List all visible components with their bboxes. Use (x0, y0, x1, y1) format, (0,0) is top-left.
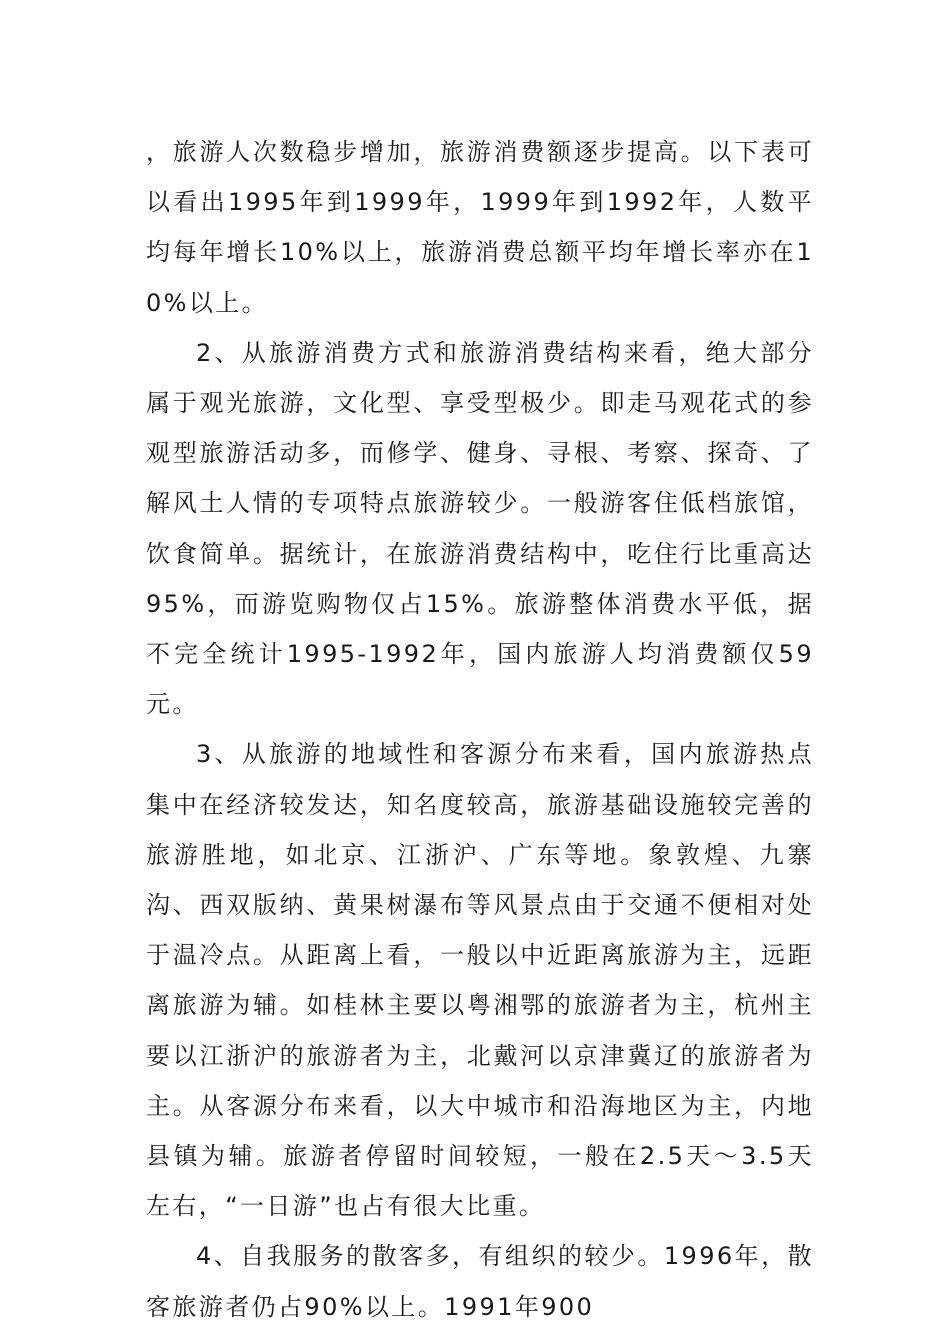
document-body (146, 127, 814, 1332)
paragraph-1: ，旅游人次数稳步增加，旅游消费额逐步提高。以下表可以看出1995年到1999年，1999年到1992年，人数平均每年增长10%以上，旅游消费总额平均年增长率亦在10%以上。 (146, 138, 814, 317)
paragraph-2: 2、从旅游消费方式和旅游消费结构来看，绝大部分属于观光旅游，文化型、享受型极少。即走马观花式的参观型旅游活动多，而修学、健身、寻根、考察、探奇、了解风土人情的专项特点旅游较少。一般游客住低档旅馆，饮食简单。据统计，在旅游消费结构中，吃住行比重高达95%，而游览购物仅占15%。旅游整体消费水平低，据不完全统计1995-1992年，国内旅游人均消费额仅59元。 (146, 338, 814, 719)
paragraph-4: 4、自我服务的散客多，有组织的较少。1996年，散客旅游者仍占90%以上。1991年900 (146, 1242, 814, 1321)
paragraph-3: 3、从旅游的地域性和客源分布来看，国内旅游热点集中在经济较发达，知名度较高，旅游基础设施较完善的旅游胜地，如北京、江浙沪、广东等地。象敦煌、九寨沟、西双版纳、黄果树瀑布等风景点由于交通不便相对处于温冷点。从距离上看，一般以中近距离旅游为主，远距离旅游为辅。如桂林主要以粤湘鄂的旅游者为主，杭州主要以江浙沪的旅游者为主，北戴河以京津冀辽的旅游者为主。从客源分布来看，以大中城市和沿海地区为主，内地县镇为辅。旅游者停留时间较短，一般在2.5天～3.5天左右，“一日游”也占有很大比重。 (146, 740, 814, 1221)
